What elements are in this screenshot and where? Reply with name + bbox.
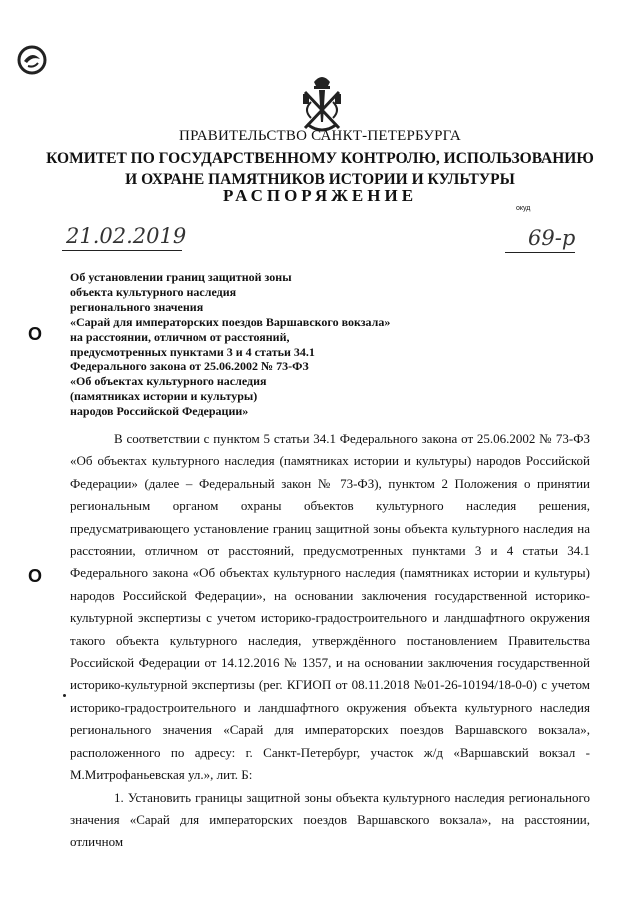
document-type-title: РАСПОРЯЖЕНИЕ [222, 186, 418, 205]
subject-line: на расстоянии, отличном от расстояний, [70, 329, 290, 344]
okdu-label: окуд [516, 205, 531, 212]
margin-hole-mark: О [28, 324, 43, 344]
government-title: ПРАВИТЕЛЬСТВО САНКТ-ПЕТЕРБУРГА [179, 128, 461, 144]
subject-line: народов Российской Федерации» [70, 404, 249, 419]
subject-line: регионального значения [70, 299, 204, 314]
body-paragraph: В соответствии с пунктом 5 статьи 34.1 Федерального закона от 25.06.2002 № 73-ФЗ «Об объектах культурного наследия (памятниках истории и культуры) народов Российской Федерации» (далее – Федеральный закон № 73-ФЗ), пунктом 2 Положения о принятии региональным органом охраны объектов культурного наследия решения, предусматривающего установление границ защитной зоны объекта культурного наследия на расстоянии, отличном от расстояний, предусмотренных пунктами 3 и 4 статьи 34.1 Федерального закона «Об объектах культурного наследия (памятниках истории и культуры) народов Российской Федерации», на основании заключения государственной историко-культурной экспертизы с учетом историко-градостроительного и ландшафтного окружения такого объекта культурного наследия, утверждённого постановлением Правительства Российской Федерации от 14.12.2016 № 1357, и на основании заключения государственной историко-культурной экспертизы (рег. КГИОП от 08.11.2018 №01-26-10194/18-0-0) с учетом историко-градостроительного и ландшафтного окружения объекта культурного наследия регионального значения «Сарай для императорских поездов Варшавского вокзала», расположенного по адресу: г. Санкт-Петербург, участок ж/д «Варшавский вокзал - М.Митрофаньевская ул.», лит. Б: [70, 431, 590, 783]
number-underline [505, 252, 575, 253]
committee-line: КОМИТЕТ ПО ГОСУДАРСТВЕННОМУ КОНТРОЛЮ, ИСПОЛЬЗОВАНИЮ [46, 150, 594, 167]
subject-line: «Об объектах культурного наследия [70, 374, 267, 389]
subject-line: «Сарай для императорских поездов Варшавского вокзала» [70, 314, 391, 329]
committee-title [40, 148, 600, 190]
registration-logo-icon [16, 44, 48, 76]
saint-petersburg-emblem-icon [299, 72, 345, 134]
subject-line: предусмотренных пунктами 3 и 4 статьи 34.1 [70, 344, 315, 359]
committee-line: И ОХРАНЕ ПАМЯТНИКОВ ИСТОРИИ И КУЛЬТУРЫ [125, 171, 515, 188]
subject-line: Об установлении границ защитной зоны [70, 270, 292, 284]
handwritten-date: 21.02.2019 [66, 224, 187, 248]
document-subject [70, 270, 450, 419]
subject-line: (памятниках истории и культуры) [70, 389, 258, 404]
date-underline [62, 250, 182, 251]
handwritten-number: 69-р [528, 226, 576, 250]
margin-dot [63, 694, 66, 697]
subject-line: Федерального закона от 25.06.2002 № 73-ФЗ [70, 359, 309, 374]
body-paragraph: 1. Установить границы защитной зоны объекта культурного наследия регионального значения «Сарай для императорских поездов Варшавского вокзала», на расстоянии, отличном [70, 789, 590, 850]
document-body [70, 428, 590, 854]
margin-hole-mark: О [28, 566, 43, 586]
subject-line: объекта культурного наследия [70, 284, 237, 299]
